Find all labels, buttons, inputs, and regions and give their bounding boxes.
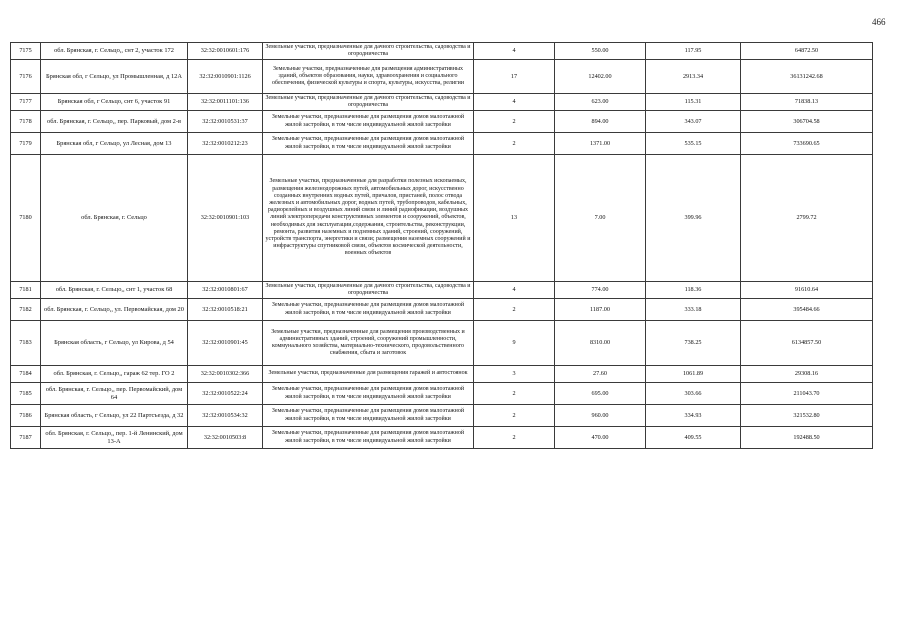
cell-number: 7177 bbox=[11, 94, 41, 111]
cell-specific-value: 1061.89 bbox=[646, 366, 741, 383]
cell-cadastral-number: 32:32:0010531:37 bbox=[188, 111, 263, 133]
table-row bbox=[11, 405, 873, 427]
cell-cadastral-number: 32:32:0010518:21 bbox=[188, 299, 263, 321]
cell-land-use: Земельные участки, предназначенные для дачного строительства, садоводства и огородничества bbox=[263, 282, 474, 299]
cell-address: обл. Брянская, г. Сельцо,, пер. Парковый, дом 2-в bbox=[41, 111, 188, 133]
cell-address: обл. Брянская, г. Сельцо bbox=[41, 155, 188, 282]
cell-cadastral-value: 192488.50 bbox=[741, 427, 873, 449]
cell-address: Брянская область, г Сельцо, ул 22 Партсъезда, д 32 bbox=[41, 405, 188, 427]
cell-land-use: Земельные участки, предназначенные для размещения домов малоэтажной жилой застройки, в том числе индивидуальной жилой застройки bbox=[263, 299, 474, 321]
cell-number: 7182 bbox=[11, 299, 41, 321]
cell-group: 2 bbox=[474, 405, 555, 427]
cell-cadastral-value: 64872.50 bbox=[741, 43, 873, 60]
cell-group: 2 bbox=[474, 111, 555, 133]
table-row bbox=[11, 133, 873, 155]
cell-cadastral-value: 2799.72 bbox=[741, 155, 873, 282]
cell-cadastral-number: 32:32:0010801:67 bbox=[188, 282, 263, 299]
cell-group: 9 bbox=[474, 321, 555, 366]
cell-cadastral-number: 32:32:0011101:136 bbox=[188, 94, 263, 111]
cell-group: 2 bbox=[474, 299, 555, 321]
cell-number: 7176 bbox=[11, 60, 41, 94]
cell-number: 7187 bbox=[11, 427, 41, 449]
cell-land-use: Земельные участки, предназначенные для размещения домов малоэтажной жилой застройки, в том числе индивидуальной жилой застройки bbox=[263, 405, 474, 427]
table-row bbox=[11, 43, 873, 60]
cell-area: 960.00 bbox=[555, 405, 646, 427]
table-row bbox=[11, 383, 873, 405]
cell-area: 27.60 bbox=[555, 366, 646, 383]
cell-cadastral-value: 321532.80 bbox=[741, 405, 873, 427]
cell-cadastral-value: 395484.66 bbox=[741, 299, 873, 321]
cell-land-use: Земельные участки, предназначенные для дачного строительства, садоводства и огородничества bbox=[263, 43, 474, 60]
cell-group: 4 bbox=[474, 282, 555, 299]
cell-specific-value: 303.66 bbox=[646, 383, 741, 405]
cell-specific-value: 2913.34 bbox=[646, 60, 741, 94]
cell-cadastral-value: 6134857.50 bbox=[741, 321, 873, 366]
cell-specific-value: 333.18 bbox=[646, 299, 741, 321]
cell-area: 894.00 bbox=[555, 111, 646, 133]
cell-land-use: Земельные участки, предназначенные для размещения гаражей и автостоянок bbox=[263, 366, 474, 383]
cell-cadastral-value: 211043.70 bbox=[741, 383, 873, 405]
cell-cadastral-number: 32:32:0010503:8 bbox=[188, 427, 263, 449]
cell-area: 7.00 bbox=[555, 155, 646, 282]
cell-land-use: Земельные участки, предназначенные для разработки полезных ископаемых, размещения железнодорожных путей, автомобильных дорог, искусственно созданных внутренних водных путей, причалов, пристаней, полос отвода железных и автомобильных дорог, водных путей, трубопроводов, кабельных, радиорелейных и воздушных линий связи и линий радиофикации, воздушных линий электропередачи конструктивных элементов и сооружений, объектов, необходимых для эксплуатации,содержания, строительства, реконструкции, ремонта, развития наземных и подземных зданий, строений, сооружений, устройств транспорта, энергетики и связи; размещения наземных сооружений и инфраструктуры спутниковой связи, объектов космической деятельности, военных объектов bbox=[263, 155, 474, 282]
cell-number: 7183 bbox=[11, 321, 41, 366]
cell-number: 7178 bbox=[11, 111, 41, 133]
cell-cadastral-number: 32:32:0010302:366 bbox=[188, 366, 263, 383]
cell-group: 4 bbox=[474, 94, 555, 111]
cell-cadastral-value: 733690.65 bbox=[741, 133, 873, 155]
cell-cadastral-value: 91610.64 bbox=[741, 282, 873, 299]
cell-number: 7175 bbox=[11, 43, 41, 60]
cell-cadastral-value: 71838.13 bbox=[741, 94, 873, 111]
cell-cadastral-number: 32:32:0010601:176 bbox=[188, 43, 263, 60]
table-row bbox=[11, 94, 873, 111]
cell-group: 3 bbox=[474, 366, 555, 383]
table-row bbox=[11, 282, 873, 299]
cell-cadastral-number: 32:32:0010901:1126 bbox=[188, 60, 263, 94]
cell-address: обл. Брянская, г. Сельцо,, снт 1, участок 68 bbox=[41, 282, 188, 299]
table-row bbox=[11, 299, 873, 321]
cell-area: 8310.00 bbox=[555, 321, 646, 366]
cell-number: 7185 bbox=[11, 383, 41, 405]
cell-cadastral-value: 306704.58 bbox=[741, 111, 873, 133]
table-row bbox=[11, 321, 873, 366]
cell-specific-value: 118.36 bbox=[646, 282, 741, 299]
cell-cadastral-number: 32:32:0010534:32 bbox=[188, 405, 263, 427]
cell-address: обл. Брянская, г. Сельцо,, ул. Первомайская, дом 20 bbox=[41, 299, 188, 321]
cell-land-use: Земельные участки, предназначенные для размещения домов малоэтажной жилой застройки, в том числе индивидуальной жилой застройки bbox=[263, 133, 474, 155]
cell-specific-value: 409.55 bbox=[646, 427, 741, 449]
cell-area: 623.00 bbox=[555, 94, 646, 111]
table-row bbox=[11, 427, 873, 449]
cell-area: 12402.00 bbox=[555, 60, 646, 94]
cell-address: обл. Брянская, г. Сельцо,, пер. Первомайский, дом 64 bbox=[41, 383, 188, 405]
table-row bbox=[11, 366, 873, 383]
cell-land-use: Земельные участки, предназначенные для размещения административных зданий, объектов образования, науки, здравоохранения и социального обеспечения, физической культуры и спорта, культуры, искусства, религии bbox=[263, 60, 474, 94]
cell-cadastral-number: 32:32:0010901:103 bbox=[188, 155, 263, 282]
cell-address: Брянская область, г Сельцо, ул Кирова, д 54 bbox=[41, 321, 188, 366]
cell-area: 695.00 bbox=[555, 383, 646, 405]
cell-cadastral-number: 32:32:0010522:24 bbox=[188, 383, 263, 405]
cell-specific-value: 343.07 bbox=[646, 111, 741, 133]
cell-address: Брянская обл, г Сельцо, ул Промышленная, д 12А bbox=[41, 60, 188, 94]
cell-specific-value: 399.96 bbox=[646, 155, 741, 282]
cell-address: обл. Брянская, г. Сельцо,, пер. 1-й Ленинский, дом 13-А bbox=[41, 427, 188, 449]
cell-land-use: Земельные участки, предназначенные для дачного строительства, садоводства и огородничества bbox=[263, 94, 474, 111]
cell-cadastral-number: 32:32:0010212:23 bbox=[188, 133, 263, 155]
cell-specific-value: 117.95 bbox=[646, 43, 741, 60]
cell-specific-value: 115.31 bbox=[646, 94, 741, 111]
cell-group: 2 bbox=[474, 383, 555, 405]
cell-group: 17 bbox=[474, 60, 555, 94]
table-row bbox=[11, 60, 873, 94]
cell-area: 774.00 bbox=[555, 282, 646, 299]
cell-address: Брянская обл, г Сельцо, ул Лесная, дом 13 bbox=[41, 133, 188, 155]
page-number: 466 bbox=[872, 17, 886, 27]
table-row bbox=[11, 111, 873, 133]
cell-specific-value: 738.25 bbox=[646, 321, 741, 366]
cell-number: 7179 bbox=[11, 133, 41, 155]
cell-number: 7181 bbox=[11, 282, 41, 299]
cell-area: 1371.00 bbox=[555, 133, 646, 155]
cell-number: 7184 bbox=[11, 366, 41, 383]
cell-address: обл. Брянская, г. Сельцо,, гараж 62 тер. ГО 2 bbox=[41, 366, 188, 383]
cell-land-use: Земельные участки, предназначенные для размещения домов малоэтажной жилой застройки, в том числе индивидуальной жилой застройки bbox=[263, 383, 474, 405]
cell-area: 1187.00 bbox=[555, 299, 646, 321]
cell-group: 2 bbox=[474, 427, 555, 449]
cell-specific-value: 535.15 bbox=[646, 133, 741, 155]
cell-land-use: Земельные участки, предназначенные для размещения производственных и административных зданий, строений, сооружений промышленности, коммунального хозяйства, материально-технического, продовольственного снабжения, сбыта и заготовок bbox=[263, 321, 474, 366]
table-row bbox=[11, 155, 873, 282]
cell-cadastral-value: 29308.16 bbox=[741, 366, 873, 383]
cell-area: 470.00 bbox=[555, 427, 646, 449]
cell-address: обл. Брянская, г. Сельцо,, снт 2, участок 172 bbox=[41, 43, 188, 60]
cell-area: 550.00 bbox=[555, 43, 646, 60]
cell-group: 2 bbox=[474, 133, 555, 155]
cell-group: 13 bbox=[474, 155, 555, 282]
cell-cadastral-number: 32:32:0010901:45 bbox=[188, 321, 263, 366]
cell-address: Брянская обл, г Сельцо, снт 6, участок 91 bbox=[41, 94, 188, 111]
cell-specific-value: 334.93 bbox=[646, 405, 741, 427]
cell-land-use: Земельные участки, предназначенные для размещения домов малоэтажной жилой застройки, в том числе индивидуальной жилой застройки bbox=[263, 111, 474, 133]
cell-group: 4 bbox=[474, 43, 555, 60]
cell-cadastral-value: 36131242.68 bbox=[741, 60, 873, 94]
cell-number: 7180 bbox=[11, 155, 41, 282]
cell-land-use: Земельные участки, предназначенные для размещения домов малоэтажной жилой застройки, в том числе индивидуальной жилой застройки bbox=[263, 427, 474, 449]
cell-number: 7186 bbox=[11, 405, 41, 427]
cadastral-value-table bbox=[10, 42, 873, 449]
